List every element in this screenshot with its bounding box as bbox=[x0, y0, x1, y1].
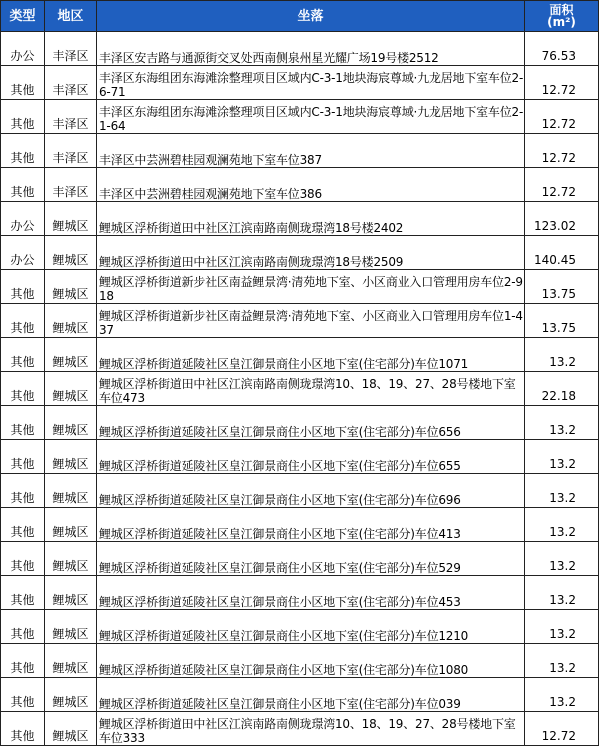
cell-location: 鲤城区浮桥街道延陵社区皇江御景商住小区地下室(住宅部分)车位039 bbox=[97, 678, 525, 712]
cell-type: 办公 bbox=[1, 32, 45, 66]
cell-district: 鲤城区 bbox=[45, 440, 97, 474]
cell-location: 鲤城区浮桥街道延陵社区皇江御景商住小区地下室(住宅部分)车位1210 bbox=[97, 610, 525, 644]
cell-district: 鲤城区 bbox=[45, 406, 97, 440]
cell-location: 鲤城区浮桥街道延陵社区皇江御景商住小区地下室(住宅部分)车位453 bbox=[97, 576, 525, 610]
table-row bbox=[1, 508, 599, 542]
cell-area: 13.2 bbox=[525, 474, 599, 508]
table-row bbox=[1, 32, 599, 66]
cell-area: 12.72 bbox=[525, 168, 599, 202]
table-row bbox=[1, 474, 599, 508]
cell-location: 鲤城区浮桥街道延陵社区皇江御景商住小区地下室(住宅部分)车位656 bbox=[97, 406, 525, 440]
cell-location: 鲤城区浮桥街道田中社区江滨南路南侧珑璟湾18号楼2402 bbox=[97, 202, 525, 236]
cell-location: 鲤城区浮桥街道延陵社区皇江御景商住小区地下室(住宅部分)车位696 bbox=[97, 474, 525, 508]
table-row bbox=[1, 202, 599, 236]
cell-location: 鲤城区浮桥街道新步社区南益鲤景湾·清苑地下室、小区商业入口管理用房车位2-918 bbox=[97, 270, 525, 304]
cell-district: 鲤城区 bbox=[45, 576, 97, 610]
cell-location: 鲤城区浮桥街道延陵社区皇江御景商住小区地下室(住宅部分)车位655 bbox=[97, 440, 525, 474]
cell-area: 76.53 bbox=[525, 32, 599, 66]
cell-location: 丰泽区中芸洲碧桂园观澜苑地下室车位386 bbox=[97, 168, 525, 202]
cell-type: 其他 bbox=[1, 542, 45, 576]
cell-location: 鲤城区浮桥街道延陵社区皇江御景商住小区地下室(住宅部分)车位413 bbox=[97, 508, 525, 542]
cell-area: 13.2 bbox=[525, 542, 599, 576]
table-row bbox=[1, 644, 599, 678]
table-row bbox=[1, 406, 599, 440]
cell-area: 140.45 bbox=[525, 236, 599, 270]
cell-district: 丰泽区 bbox=[45, 66, 97, 100]
cell-area: 13.2 bbox=[525, 406, 599, 440]
cell-location: 鲤城区浮桥街道田中社区江滨南路南侧珑璟湾18号楼2509 bbox=[97, 236, 525, 270]
cell-area: 13.75 bbox=[525, 270, 599, 304]
cell-type: 其他 bbox=[1, 406, 45, 440]
cell-type: 其他 bbox=[1, 474, 45, 508]
cell-area: 13.2 bbox=[525, 576, 599, 610]
cell-district: 鲤城区 bbox=[45, 372, 97, 406]
table-row bbox=[1, 66, 599, 100]
cell-district: 鲤城区 bbox=[45, 678, 97, 712]
cell-type: 办公 bbox=[1, 236, 45, 270]
cell-type: 其他 bbox=[1, 338, 45, 372]
cell-district: 丰泽区 bbox=[45, 32, 97, 66]
cell-district: 鲤城区 bbox=[45, 338, 97, 372]
cell-district: 鲤城区 bbox=[45, 202, 97, 236]
header-district: 地区 bbox=[45, 1, 97, 32]
cell-type: 其他 bbox=[1, 270, 45, 304]
cell-district: 鲤城区 bbox=[45, 542, 97, 576]
cell-area: 13.2 bbox=[525, 338, 599, 372]
header-location: 坐落 bbox=[97, 1, 525, 32]
table-row bbox=[1, 338, 599, 372]
cell-type: 其他 bbox=[1, 678, 45, 712]
cell-type: 其他 bbox=[1, 304, 45, 338]
table-row bbox=[1, 304, 599, 338]
cell-area: 13.75 bbox=[525, 304, 599, 338]
cell-location: 丰泽区东海组团东海滩涂整理项目区域内C-3-1地块海宸尊域·九龙居地下室车位2-6-71 bbox=[97, 66, 525, 100]
table-row bbox=[1, 712, 599, 746]
header-area-line1: 面积 bbox=[549, 3, 574, 17]
cell-location: 丰泽区东海组团东海滩涂整理项目区域内C-3-1地块海宸尊域·九龙居地下室车位2-1-64 bbox=[97, 100, 525, 134]
table-row bbox=[1, 236, 599, 270]
cell-area: 13.2 bbox=[525, 508, 599, 542]
cell-location: 鲤城区浮桥街道田中社区江滨南路南侧珑璟湾10、18、19、27、28号楼地下室车位473 bbox=[97, 372, 525, 406]
cell-location: 丰泽区中芸洲碧桂园观澜苑地下室车位387 bbox=[97, 134, 525, 168]
header-area bbox=[525, 1, 599, 32]
cell-area: 12.72 bbox=[525, 712, 599, 746]
cell-type: 其他 bbox=[1, 66, 45, 100]
cell-district: 丰泽区 bbox=[45, 100, 97, 134]
cell-district: 丰泽区 bbox=[45, 168, 97, 202]
cell-area: 12.72 bbox=[525, 134, 599, 168]
cell-area: 123.02 bbox=[525, 202, 599, 236]
cell-location: 鲤城区浮桥街道田中社区江滨南路南侧珑璟湾10、18、19、27、28号楼地下室车位333 bbox=[97, 712, 525, 746]
cell-location: 丰泽区安吉路与通源街交叉处西南侧泉州星光耀广场19号楼2512 bbox=[97, 32, 525, 66]
cell-type: 其他 bbox=[1, 168, 45, 202]
table-row bbox=[1, 372, 599, 406]
cell-type: 其他 bbox=[1, 440, 45, 474]
cell-type: 其他 bbox=[1, 644, 45, 678]
table-row bbox=[1, 134, 599, 168]
header-row bbox=[1, 1, 599, 32]
header-area-line2: (m²) bbox=[547, 15, 576, 29]
cell-type: 其他 bbox=[1, 508, 45, 542]
cell-district: 鲤城区 bbox=[45, 508, 97, 542]
cell-location: 鲤城区浮桥街道新步社区南益鲤景湾·清苑地下室、小区商业入口管理用房车位1-437 bbox=[97, 304, 525, 338]
cell-type: 办公 bbox=[1, 202, 45, 236]
cell-district: 鲤城区 bbox=[45, 610, 97, 644]
cell-location: 鲤城区浮桥街道延陵社区皇江御景商住小区地下室(住宅部分)车位529 bbox=[97, 542, 525, 576]
cell-district: 丰泽区 bbox=[45, 134, 97, 168]
table-row bbox=[1, 440, 599, 474]
cell-type: 其他 bbox=[1, 372, 45, 406]
table-row bbox=[1, 270, 599, 304]
cell-district: 鲤城区 bbox=[45, 644, 97, 678]
cell-area: 13.2 bbox=[525, 644, 599, 678]
cell-area: 22.18 bbox=[525, 372, 599, 406]
cell-area: 13.2 bbox=[525, 610, 599, 644]
cell-area: 12.72 bbox=[525, 100, 599, 134]
table-row bbox=[1, 542, 599, 576]
table-row bbox=[1, 576, 599, 610]
cell-location: 鲤城区浮桥街道延陵社区皇江御景商住小区地下室(住宅部分)车位1080 bbox=[97, 644, 525, 678]
cell-type: 其他 bbox=[1, 712, 45, 746]
cell-type: 其他 bbox=[1, 576, 45, 610]
table-row bbox=[1, 610, 599, 644]
cell-type: 其他 bbox=[1, 134, 45, 168]
cell-district: 鲤城区 bbox=[45, 270, 97, 304]
cell-area: 12.72 bbox=[525, 66, 599, 100]
cell-district: 鲤城区 bbox=[45, 236, 97, 270]
table-row bbox=[1, 100, 599, 134]
cell-type: 其他 bbox=[1, 610, 45, 644]
table-row bbox=[1, 168, 599, 202]
cell-district: 鲤城区 bbox=[45, 474, 97, 508]
cell-location: 鲤城区浮桥街道延陵社区皇江御景商住小区地下室(住宅部分)车位1071 bbox=[97, 338, 525, 372]
cell-area: 13.2 bbox=[525, 678, 599, 712]
header-type: 类型 bbox=[1, 1, 45, 32]
cell-district: 鲤城区 bbox=[45, 304, 97, 338]
cell-area: 13.2 bbox=[525, 440, 599, 474]
cell-type: 其他 bbox=[1, 100, 45, 134]
cell-district: 鲤城区 bbox=[45, 712, 97, 746]
